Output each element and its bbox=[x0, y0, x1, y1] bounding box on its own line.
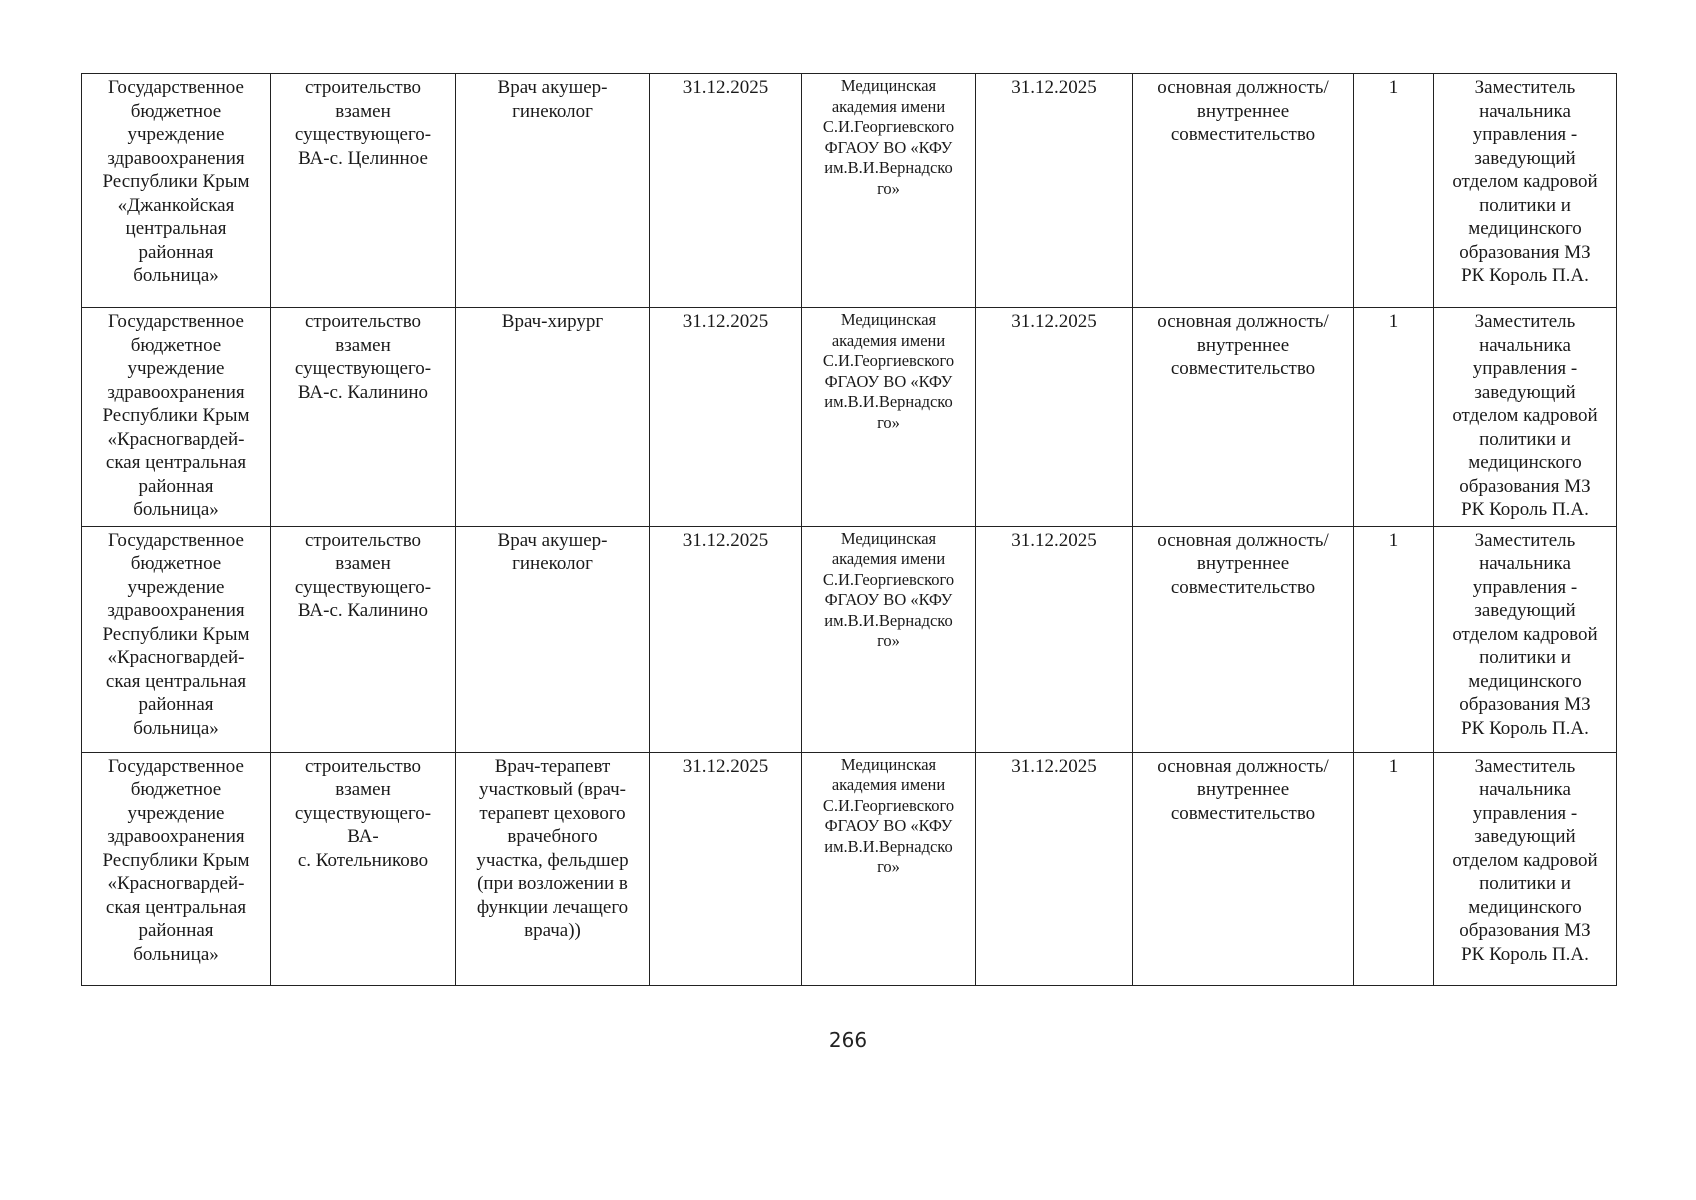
count-cell: 1 bbox=[1354, 752, 1434, 985]
responsible-cell: Заместитель начальника управления - заведующий отделом кадровой политики и медицинского образования МЗ РК Король П.А. bbox=[1434, 752, 1617, 985]
page-number: 266 bbox=[828, 1028, 868, 1052]
position-cell: Врач-хирург bbox=[456, 308, 650, 527]
date-cell: 31.12.2025 bbox=[650, 526, 802, 752]
date-cell: 31.12.2025 bbox=[976, 308, 1133, 527]
program-cell: строительство взамен существующего- ВА-с. Целинное bbox=[271, 74, 456, 308]
staffing-table bbox=[81, 73, 1617, 986]
count-cell: 1 bbox=[1354, 74, 1434, 308]
table-row bbox=[82, 526, 1617, 752]
date-cell: 31.12.2025 bbox=[976, 526, 1133, 752]
employment-cell: основная должность/ внутреннее совместительство bbox=[1133, 526, 1354, 752]
organization-cell: Государственное бюджетное учреждение здравоохранения Республики Крым «Красногвардей- ская центральная районная больница» bbox=[82, 526, 271, 752]
institution-cell: Медицинская академия имени С.И.Георгиевского ФГАОУ ВО «КФУ им.В.И.Вернадско го» bbox=[802, 752, 976, 985]
date-cell: 31.12.2025 bbox=[976, 74, 1133, 308]
responsible-cell: Заместитель начальника управления - заведующий отделом кадровой политики и медицинского образования МЗ РК Король П.А. bbox=[1434, 526, 1617, 752]
institution-cell: Медицинская академия имени С.И.Георгиевского ФГАОУ ВО «КФУ им.В.И.Вернадско го» bbox=[802, 308, 976, 527]
date-cell: 31.12.2025 bbox=[650, 74, 802, 308]
position-cell: Врач акушер- гинеколог bbox=[456, 74, 650, 308]
position-cell: Врач акушер- гинеколог bbox=[456, 526, 650, 752]
responsible-cell: Заместитель начальника управления - заведующий отделом кадровой политики и медицинского образования МЗ РК Король П.А. bbox=[1434, 308, 1617, 527]
table-row bbox=[82, 74, 1617, 308]
institution-cell: Медицинская академия имени С.И.Георгиевского ФГАОУ ВО «КФУ им.В.И.Вернадско го» bbox=[802, 526, 976, 752]
organization-cell: Государственное бюджетное учреждение здравоохранения Республики Крым «Красногвардей- ская центральная районная больница» bbox=[82, 308, 271, 527]
institution-cell: Медицинская академия имени С.И.Георгиевского ФГАОУ ВО «КФУ им.В.И.Вернадско го» bbox=[802, 74, 976, 308]
responsible-cell: Заместитель начальника управления - заведующий отделом кадровой политики и медицинского образования МЗ РК Король П.А. bbox=[1434, 74, 1617, 308]
date-cell: 31.12.2025 bbox=[976, 752, 1133, 985]
organization-cell: Государственное бюджетное учреждение здравоохранения Республики Крым «Джанкойская центральная районная больница» bbox=[82, 74, 271, 308]
organization-cell: Государственное бюджетное учреждение здравоохранения Республики Крым «Красногвардей- ская центральная районная больница» bbox=[82, 752, 271, 985]
count-cell: 1 bbox=[1354, 308, 1434, 527]
table-row bbox=[82, 308, 1617, 527]
count-cell: 1 bbox=[1354, 526, 1434, 752]
program-cell: строительство взамен существующего- ВА-с. Калинино bbox=[271, 308, 456, 527]
date-cell: 31.12.2025 bbox=[650, 752, 802, 985]
employment-cell: основная должность/ внутреннее совместительство bbox=[1133, 308, 1354, 527]
program-cell: строительство взамен существующего- ВА-с. Калинино bbox=[271, 526, 456, 752]
employment-cell: основная должность/ внутреннее совместительство bbox=[1133, 74, 1354, 308]
date-cell: 31.12.2025 bbox=[650, 308, 802, 527]
table-row bbox=[82, 752, 1617, 985]
employment-cell: основная должность/ внутреннее совместительство bbox=[1133, 752, 1354, 985]
program-cell: строительство взамен существующего- ВА- с. Котельниково bbox=[271, 752, 456, 985]
position-cell: Врач-терапевт участковый (врач- терапевт цехового врачебного участка, фельдшер (при возложении в функции лечащего врача)) bbox=[456, 752, 650, 985]
